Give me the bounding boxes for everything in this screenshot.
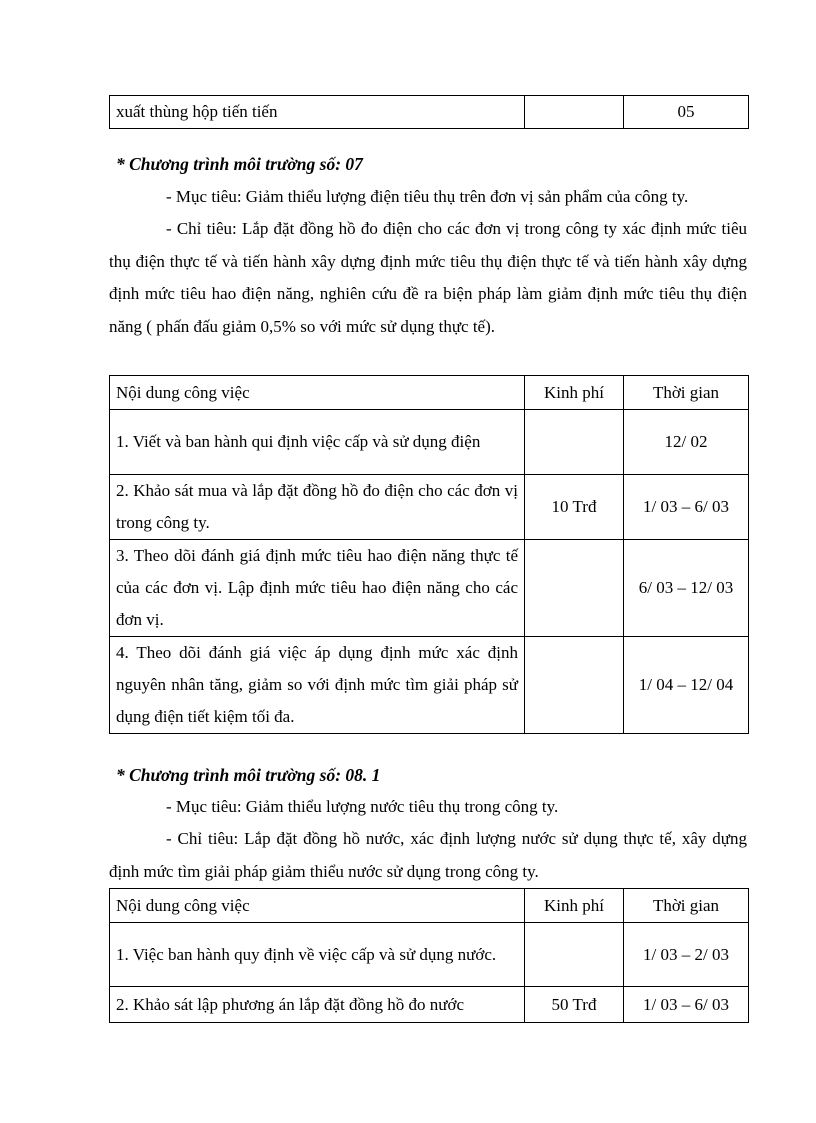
table-row [110, 540, 749, 637]
table-header-row [110, 889, 749, 923]
cell-time: 1/ 03 – 6/ 03 [624, 475, 749, 540]
cell-cost [525, 923, 624, 987]
continuation-table [109, 95, 749, 129]
header-time: Thời gian [624, 889, 749, 923]
cell-content: 1. Việc ban hành quy định về việc cấp và sử dụng nước. [110, 923, 525, 987]
table-row [110, 96, 749, 129]
cell-time: 12/ 02 [624, 410, 749, 475]
cell-content: 2. Khảo sát mua và lắp đặt đồng hồ đo điện cho các đơn vị trong công ty. [110, 475, 525, 540]
cell-content: 1. Viết và ban hành qui định việc cấp và sử dụng điện [110, 410, 525, 475]
header-cost: Kinh phí [525, 889, 624, 923]
header-content: Nội dung công việc [110, 889, 525, 923]
section-heading-08-1: * Chương trình môi trường số: 08. 1 [116, 765, 381, 785]
table-row [110, 987, 749, 1023]
header-time: Thời gian [624, 376, 749, 410]
table-row [110, 410, 749, 475]
cell-content: 3. Theo dõi đánh giá định mức tiêu hao điện năng thực tế của các đơn vị. Lập định mức tiêu hao điện năng cho các đơn vị. [110, 540, 525, 637]
cell-cost [525, 637, 624, 734]
section-heading-07: * Chương trình môi trường số: 07 [116, 154, 363, 174]
cell-time: 05 [624, 96, 749, 129]
objective-08-1: - Mục tiêu: Giảm thiểu lượng nước tiêu thụ trong công ty. [166, 797, 559, 816]
cell-cost: 10 Trđ [525, 475, 624, 540]
table-row [110, 637, 749, 734]
cell-time: 1/ 03 – 6/ 03 [624, 987, 749, 1023]
cell-time: 1/ 03 – 2/ 03 [624, 923, 749, 987]
cell-cost [525, 410, 624, 475]
work-table-08-1 [109, 888, 749, 1023]
cell-time: 6/ 03 – 12/ 03 [624, 540, 749, 637]
work-table-07 [109, 375, 749, 734]
header-content: Nội dung công việc [110, 376, 525, 410]
cell-time: 1/ 04 – 12/ 04 [624, 637, 749, 734]
table-row [110, 475, 749, 540]
cell-content: 4. Theo dõi đánh giá việc áp dụng định mức xác định nguyên nhân tăng, giảm so với định mức tìm giải pháp sử dụng điện tiết kiệm tối đa. [110, 637, 525, 734]
cell-cost: 50 Trđ [525, 987, 624, 1023]
cell-content: 2. Khảo sát lập phương án lắp đặt đồng hồ đo nước [110, 987, 525, 1023]
cell-content: xuất thùng hộp tiến tiến [110, 96, 525, 129]
table-header-row [110, 376, 749, 410]
objective-07: - Mục tiêu: Giảm thiểu lượng điện tiêu thụ trên đơn vị sản phẩm của công ty. [166, 187, 689, 206]
target-07: - Chỉ tiêu: Lắp đặt đồng hồ đo điện cho các đơn vị trong công ty xác định mức tiêu thụ điện thực tế và tiến hành xây dựng định mức tiêu thụ điện thực tế và tiến hành xây dựng định mức tiêu hao điện năng, nghiên cứu đề ra biện pháp làm giảm định mức tiêu thụ điện năng ( phấn đấu giảm 0,5% so với mức sử dụng thực tế). [109, 219, 747, 336]
table-row [110, 923, 749, 987]
cell-cost [525, 96, 624, 129]
cell-cost [525, 540, 624, 637]
header-cost: Kinh phí [525, 376, 624, 410]
target-08-1: - Chỉ tiêu: Lắp đặt đồng hồ nước, xác định lượng nước sử dụng thực tế, xây dựng định mức tìm giải pháp giảm thiểu nước sử dụng trong công ty. [109, 829, 747, 881]
